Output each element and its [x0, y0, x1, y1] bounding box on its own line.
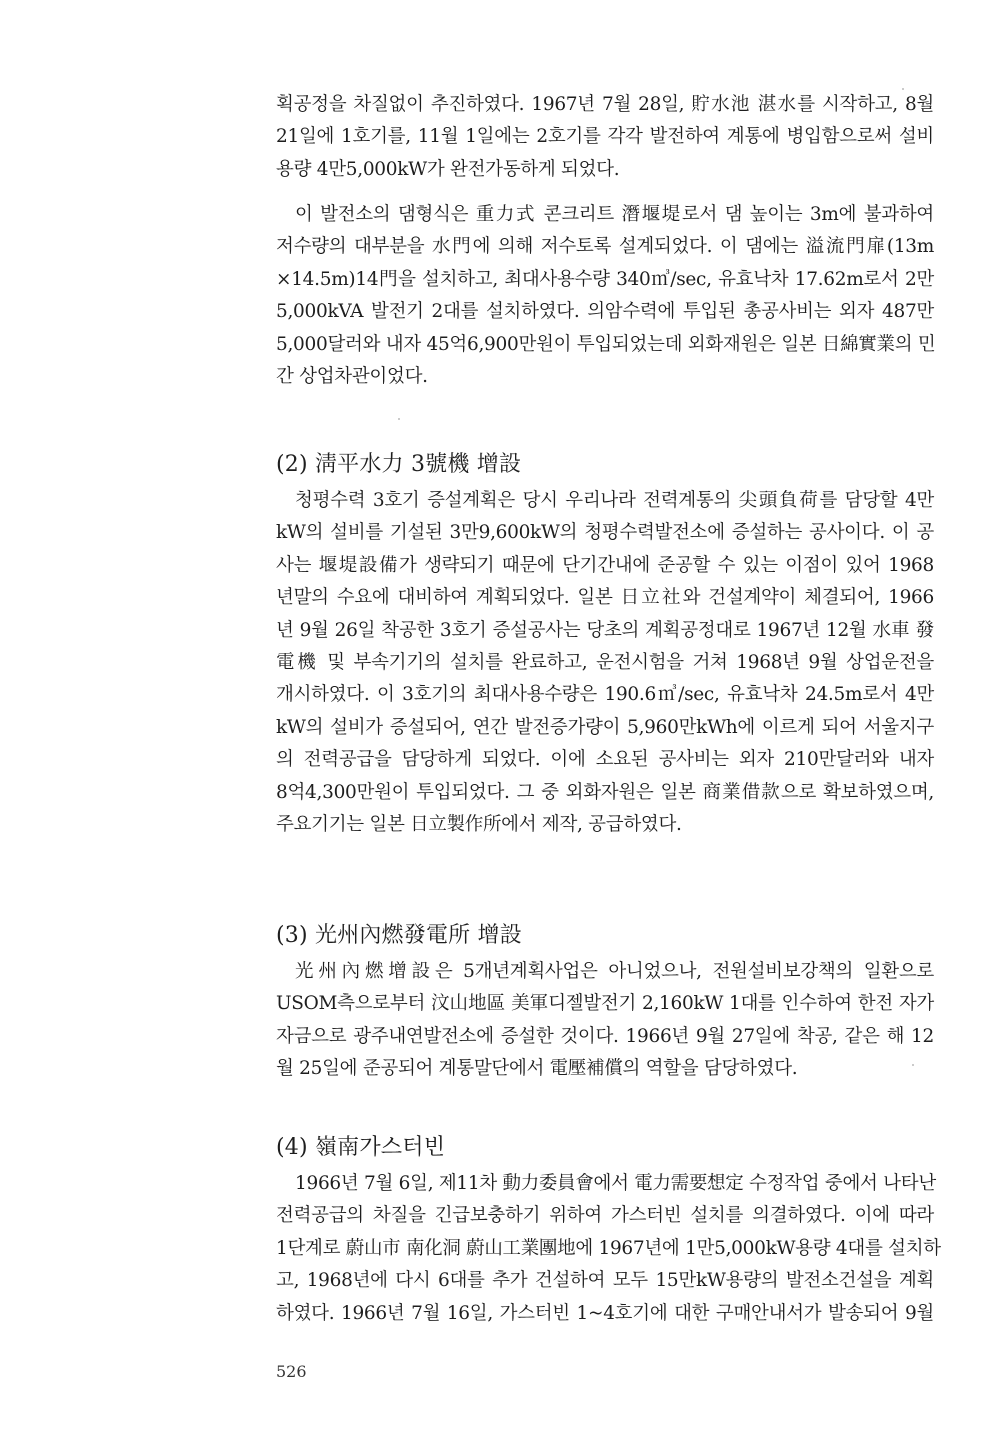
section-2-body	[276, 485, 934, 841]
scan-speck	[912, 1064, 914, 1066]
section-2-line: kW의 설비를 기설된 3만9,600kW의 청평수력발전소에 증설하는 공사이다. 이 공	[276, 522, 934, 544]
section-2-line: 년 9월 26일 착공한 3호기 증설공사는 당초의 계획공정대로 1967년 12월 水車 發	[276, 619, 934, 641]
section-4-line: 고, 1968년에 다시 6대를 추가 건설하여 모두 15만kW용량의 발전소건설을 계획	[276, 1270, 934, 1292]
paragraph-2-line: 5,000달러와 내자 45억6,900만원이 투입되었는데 외화재원은 일본 日綿實業의 민	[276, 333, 936, 355]
section-3-line: 자금으로 광주내연발전소에 증설한 것이다. 1966년 9월 27일에 착공, 같은 해 12	[276, 1025, 934, 1047]
paragraph-1-line: 획공정을 차질없이 추진하였다. 1967년 7월 28일, 貯水池 湛水를 시작하고, 8월	[276, 94, 934, 115]
paragraph-2-line: 저수량의 대부분을 水門에 의해 저수토록 설계되었다. 이 댐에는 溢流門扉(13m	[276, 236, 934, 258]
paragraph-2	[276, 199, 934, 393]
paragraph-2-line: 이 발전소의 댐형식은 重力式 콘크리트 潛堰堤로서 댐 높이는 3m에 불과하여	[295, 204, 934, 225]
section-4-body	[276, 1168, 941, 1330]
section-3-body	[276, 956, 934, 1086]
section-2-line: 년말의 수요에 대비하여 계획되었다. 일본 日立社와 건설계약이 체결되어, 1966	[276, 587, 934, 609]
scan-speck	[398, 418, 400, 420]
section-4-heading: (4) 嶺南가스터빈	[276, 1135, 446, 1160]
section-3-heading: (3) 光州內燃發電所 增設	[276, 923, 522, 948]
paragraph-2-line: 간 상업차관이었다.	[276, 365, 428, 387]
section-3-line: USOM측으로부터 汶山地區 美軍디젤발전기 2,160kW 1대를 인수하여 한전 자가	[276, 993, 934, 1015]
section-2-line: 의 전력공급을 담당하게 되었다. 이에 소요된 공사비는 외자 210만달러와 내자	[276, 749, 934, 771]
paragraph-1	[276, 89, 934, 186]
section-2-line: 주요기기는 일본 日立製作所에서 제작, 공급하였다.	[276, 813, 682, 835]
section-2-line: 8억4,300만원이 투입되었다. 그 중 외화자원은 일본 商業借款으로 확보하였으며,	[276, 781, 934, 803]
section-2-line: 사는 堰堤設備가 생략되기 때문에 단기간내에 준공할 수 있는 이점이 있어 1968	[276, 554, 934, 576]
section-2-heading: (2) 淸平水力 3號機 增設	[276, 452, 522, 477]
paragraph-2-line: 5,000kVA 발전기 2대를 설치하였다. 의암수력에 투입된 총공사비는 외자 487만	[276, 301, 934, 323]
section-4-line: 1966년 7월 6일, 제11차 動力委員會에서 電力需要想定 수정작업 중에서 나타난	[295, 1173, 936, 1194]
paragraph-1-line: 용량 4만5,000kW가 완전가동하게 되었다.	[276, 158, 620, 180]
section-2-line: 청평수력 3호기 증설계획은 당시 우리나라 전력계통의 尖頭負荷를 담당할 4만	[295, 490, 934, 511]
section-3-line: 월 25일에 준공되어 계통말단에서 電壓補償의 역할을 담당하였다.	[276, 1058, 798, 1080]
scan-speck	[902, 88, 904, 90]
section-3-line: 光州內燃增設은 5개년계획사업은 아니었으나, 전원설비보강책의 일환으로	[295, 961, 934, 982]
section-4-line: 전력공급의 차질을 긴급보충하기 위하여 가스터빈 설치를 의결하였다. 이에 따라	[276, 1205, 934, 1227]
section-2-line: 개시하였다. 이 3호기의 최대사용수량은 190.6㎥/sec, 유효낙차 24.5m로서 4만	[276, 684, 934, 706]
paragraph-2-line: ×14.5m)14門을 설치하고, 최대사용수량 340㎥/sec, 유효낙차 17.62m로서 2만	[276, 268, 934, 290]
paragraph-1-line: 21일에 1호기를, 11월 1일에는 2호기를 각각 발전하여 계통에 병입함으로써 설비	[276, 126, 934, 148]
section-2-line: kW의 설비가 증설되어, 연간 발전증가량이 5,960만kWh에 이르게 되어 서울지구	[276, 716, 934, 738]
section-4-line: 1단계로 蔚山市 南化洞 蔚山工業團地에 1967년에 1만5,000kW용량 4대를 설치하	[276, 1237, 941, 1259]
page-number: 526	[276, 1362, 307, 1381]
section-2-line: 電機 및 부속기기의 설치를 완료하고, 운전시험을 거쳐 1968년 9월 상업운전을	[276, 651, 934, 673]
section-4-line: 하였다. 1966년 7월 16일, 가스터빈 1~4호기에 대한 구매안내서가 발송되어 9월	[276, 1302, 934, 1324]
